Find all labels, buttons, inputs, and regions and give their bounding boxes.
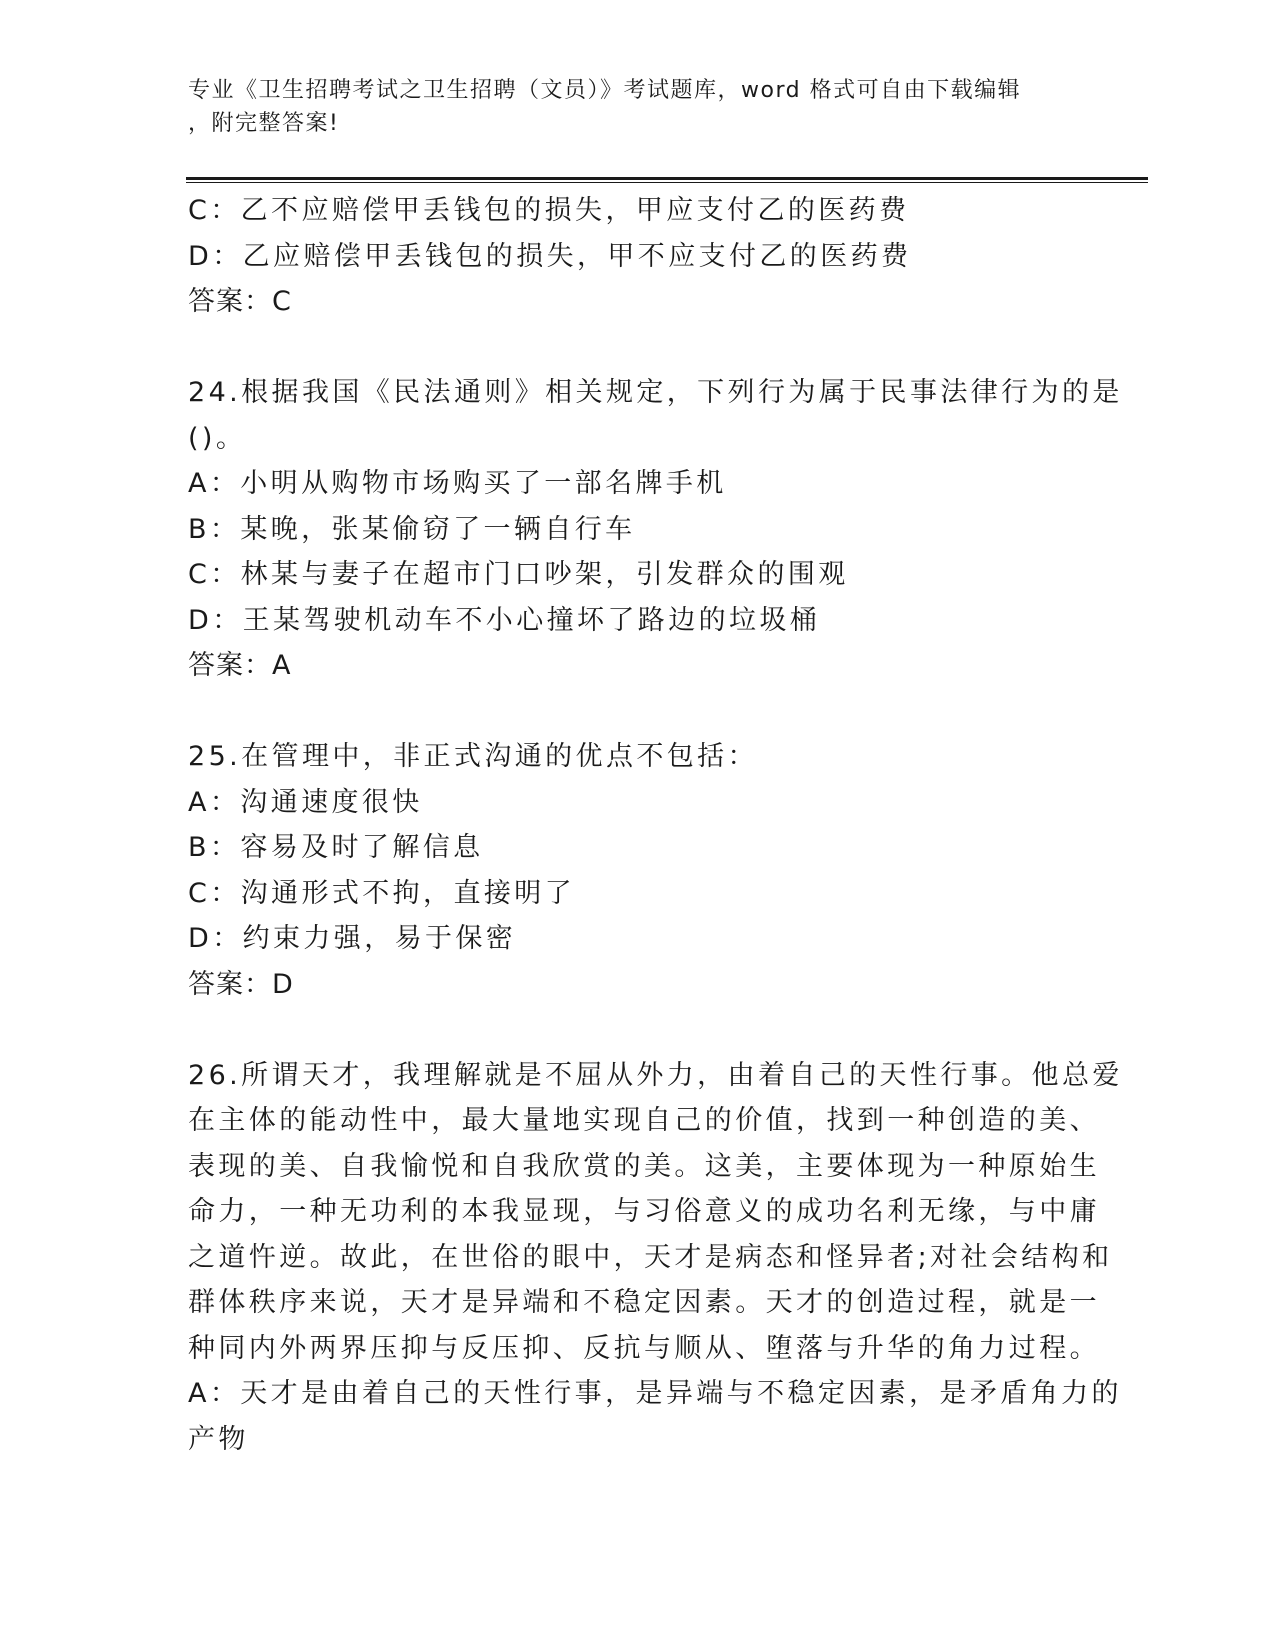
question-26-stem bbox=[188, 1053, 1123, 1372]
stem-line: 24.根据我国《民法通则》相关规定，下列行为属于民事法律行为的是 bbox=[188, 377, 1123, 408]
option-d: D：约束力强，易于保密 bbox=[188, 923, 517, 954]
option-d: D：王某驾驶机动车不小心撞坏了路边的垃圾桶 bbox=[188, 604, 821, 636]
answer-line: 答案：D bbox=[188, 968, 294, 1000]
stem-line: 群体秩序来说，天才是异端和不稳定因素。天才的创造过程，就是一 bbox=[188, 1287, 1100, 1318]
header-rule-thick bbox=[186, 177, 1148, 180]
stem-line: 之道忤逆。故此，在世俗的眼中，天才是病态和怪异者;对社会结构和 bbox=[188, 1241, 1113, 1273]
header-rule-thin bbox=[186, 182, 1148, 183]
option-a: A：沟通速度很快 bbox=[188, 786, 423, 818]
stem-line: 种同内外两界压抑与反压抑、反抗与顺从、堕落与升华的角力过程。 bbox=[188, 1332, 1100, 1364]
question-24-stem bbox=[188, 370, 1123, 461]
stem-line: ()。 bbox=[188, 422, 247, 454]
stem-line: 命力，一种无功利的本我显现，与习俗意义的成功名利无缘，与中庸 bbox=[188, 1196, 1100, 1227]
stem-line: 表现的美、自我愉悦和自我欣赏的美。这美，主要体现为一种原始生 bbox=[188, 1150, 1100, 1182]
answer-line: 答案：C bbox=[188, 286, 292, 317]
option-a: A：小明从购物市场购买了一部名牌手机 bbox=[188, 468, 727, 499]
option-b: B：某晚，张某偷窃了一辆自行车 bbox=[188, 513, 636, 545]
question-content bbox=[188, 188, 1123, 1462]
option-a-continued: 产物 bbox=[188, 1423, 249, 1455]
option-a: A：天才是由着自己的天性行事，是异端与不稳定因素，是矛盾角力的 bbox=[188, 1378, 1122, 1409]
stem-line: 26.所谓天才，我理解就是不屈从外力，由着自己的天性行事。他总爱 bbox=[188, 1059, 1123, 1091]
option-b: B：容易及时了解信息 bbox=[188, 832, 484, 863]
stem-line: 25.在管理中，非正式沟通的优点不包括： bbox=[188, 741, 758, 772]
question-25-stem bbox=[188, 734, 1068, 780]
stem-line: 在主体的能动性中，最大量地实现自己的价值，找到一种创造的美、 bbox=[188, 1105, 1100, 1136]
option-c: C：沟通形式不拘，直接明了 bbox=[188, 877, 576, 909]
option-d: D：乙应赔偿甲丢钱包的损失，甲不应支付乙的医药费 bbox=[188, 240, 912, 272]
answer-line: 答案：A bbox=[188, 650, 292, 681]
option-c: C：乙不应赔偿甲丢钱包的损失，甲应支付乙的医药费 bbox=[188, 195, 910, 226]
option-c: C：林某与妻子在超市门口吵架，引发群众的围观 bbox=[188, 559, 849, 590]
document-header: 专业《卫生招聘考试之卫生招聘（文员）》考试题库，word 格式可自由下载编辑 ，附完整答案! bbox=[188, 78, 1022, 136]
